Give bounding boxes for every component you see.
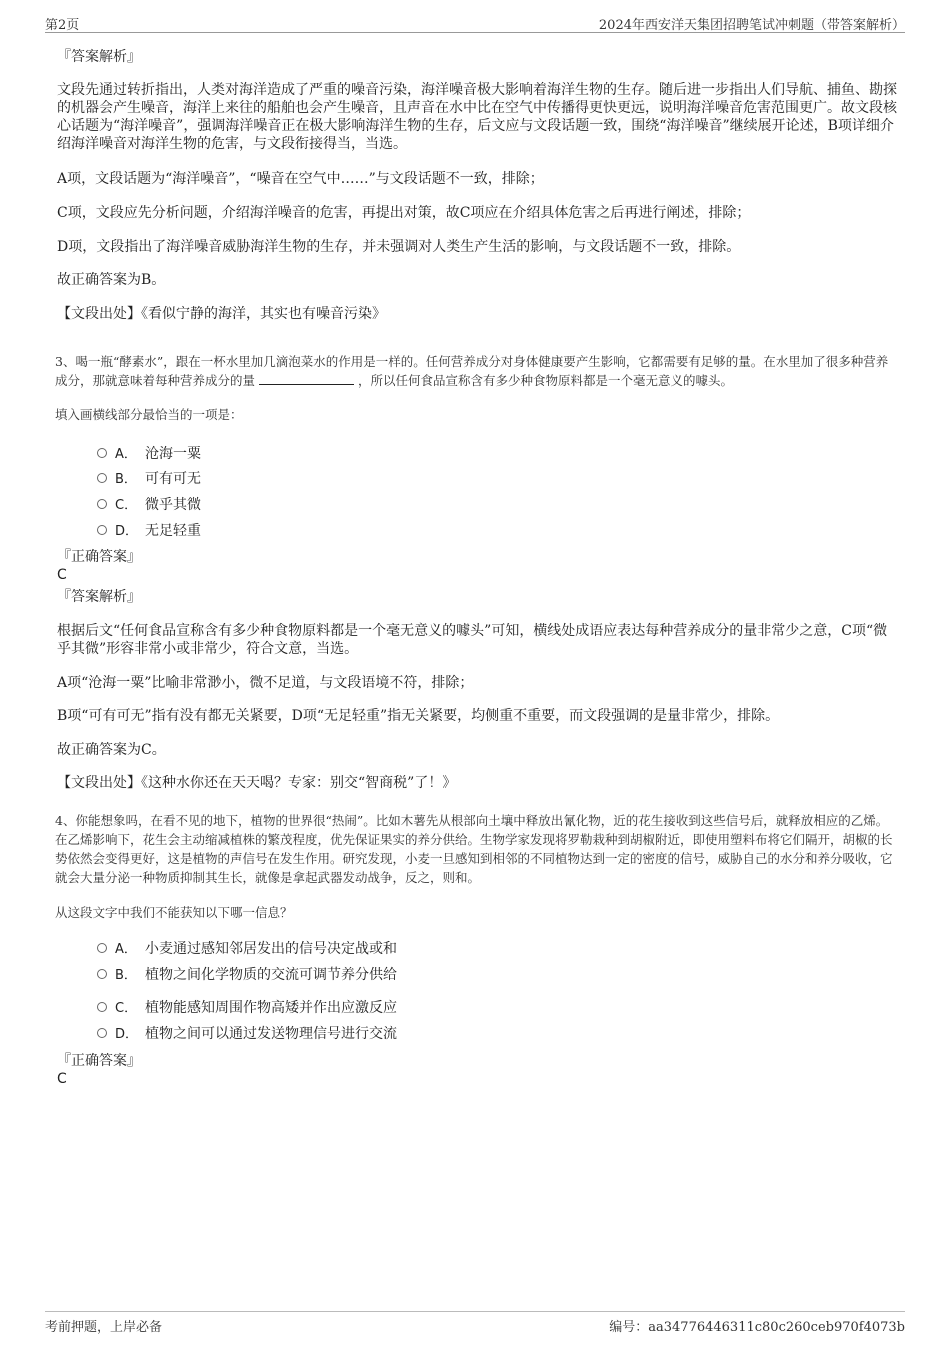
q3-conclusion: 故正确答案为C。 — [57, 742, 166, 758]
q4-correct-label: 『正确答案』 — [57, 1053, 141, 1069]
q4-option-d[interactable]: D． 植物之间可以通过发送物理信号进行交流 — [97, 1023, 397, 1043]
radio-icon[interactable] — [97, 969, 107, 979]
q3-option-d[interactable]: D． 无足轻重 — [97, 520, 201, 540]
q3-blank — [259, 372, 354, 385]
radio-icon[interactable] — [97, 448, 107, 458]
q3-source: 【文段出处】《这种水你还在天天喝？专家：别交“智商税”了！》 — [57, 775, 457, 791]
q4-option-b[interactable]: B． 植物之间化学物质的交流可调节养分供给 — [97, 964, 397, 984]
q3-analysis: 根据后文“任何食品宣称含有多少种食物原料都是一个毫无意义的噱头”可知，横线处成语应表达每种营养成分的量非常少之意，C项“微乎其微”形容非常小或非常少，符合文意，当选。 — [57, 623, 888, 657]
q3-line-a: A项“沧海一粟”比喻非常渺小，微不足道，与文段语境不符，排除； — [57, 675, 474, 691]
q2-analysis: 文段先通过转折指出，人类对海洋造成了严重的噪音污染，海洋噪音极大影响着海洋生物的生存。随后进一步指出人们导航、捕鱼、勘探的机器会产生噪音，海洋上来往的船舶也会产生噪音，且声音在水中比在空气中传播得更快更远，说明海洋噪音危害范围更广。故文段核心话题为“海洋噪音”，强调海洋噪音正在极大影响海洋生物的生存，后文应与文段话题一致，围绕“海洋噪音”继续展开论述，B项详细介绍海洋噪音对海洋生物的危害，与文段衔接得当，当选。 — [57, 82, 897, 152]
q2-analysis-label: 『答案解析』 — [57, 49, 141, 65]
q3-option-c[interactable]: C． 微乎其微 — [97, 494, 201, 514]
q2-line-c: C项，文段应先分析问题，介绍海洋噪音的危害，再提出对策，故C项应在介绍具体危害之后再进行阐述，排除； — [57, 205, 751, 221]
q2-source: 【文段出处】《看似宁静的海洋，其实也有噪音污染》 — [57, 306, 386, 322]
q4-prompt: 从这段文字中我们不能获知以下哪一信息？ — [55, 905, 293, 920]
q3-correct-answer: C — [57, 567, 67, 583]
q2-line-d: D项，文段指出了海洋噪音威胁海洋生物的生存，并未强调对人类生产生活的影响，与文段话题不一致，排除。 — [57, 239, 741, 255]
q3-correct-label: 『正确答案』 — [57, 549, 141, 565]
document-code: 编号：aa34776446311c80c260ceb970f4073b — [609, 1320, 905, 1335]
page-footer — [45, 1311, 905, 1338]
radio-icon[interactable] — [97, 499, 107, 509]
q3-analysis-label: 『答案解析』 — [57, 589, 141, 605]
q4-option-c[interactable]: C． 植物能感知周围作物高矮并作出应激反应 — [97, 997, 397, 1017]
q3-prompt: 填入画横线部分最恰当的一项是： — [55, 407, 243, 422]
q4-correct-answer: C — [57, 1071, 67, 1087]
q4-stem: 4、你能想象吗，在看不见的地下，植物的世界很“热闹”。比如木薯先从根部向土壤中释放出氰化物，近的花生接收到这些信号后，就释放相应的乙烯。在乙烯影响下，花生会主动缩减植株的繁茂程度，优先保证果实的养分供给。生物学家发现将罗勒栽种到胡椒附近，即使用塑料布将它们隔开，胡椒的长势依然会变得更好，这是植物的声信号在发生作用。研究发现，小麦一旦感知到相邻的不同植物达到一定的密度的信号，威胁自己的水分和养分吸收，它就会大量分泌一种物质抑制其生长，就像是拿起武器发动战争，反之，则和。 — [55, 813, 893, 885]
q3-stem-part1: 3、喝一瓶“酵素水”，跟在一杯水里加几滴泡菜水的作用是一样的。任何营养成分对身体健康要产生影响，它都需要有足够的量。在水里加了很多种营养成分，那就意味着每种营养成分的量 — [55, 354, 889, 388]
q3-stem-part2: ，所以任何食品宣称含有多少种食物原料都是一个毫无意义的噱头。 — [357, 373, 733, 388]
radio-icon[interactable] — [97, 525, 107, 535]
q3-line-bd: B项“可有可无”指有没有都无关紧要，D项“无足轻重”指无关紧要，均侧重不重要，而文段强调的是量非常少，排除。 — [57, 708, 780, 724]
footer-slogan: 考前押题，上岸必备 — [45, 1320, 163, 1335]
q2-line-a: A项，文段话题为“海洋噪音”，“噪音在空气中……”与文段话题不一致，排除； — [57, 171, 544, 187]
q3-option-a[interactable]: A． 沧海一粟 — [97, 443, 201, 463]
radio-icon[interactable] — [97, 1028, 107, 1038]
page-number: 第2页 — [45, 18, 80, 33]
q2-conclusion: 故正确答案为B。 — [57, 272, 166, 288]
radio-icon[interactable] — [97, 1002, 107, 1012]
document-title: 2024年西安洋天集团招聘笔试冲刺题（带答案解析） — [598, 18, 905, 33]
radio-icon[interactable] — [97, 473, 107, 483]
page-header — [45, 12, 905, 33]
q3-option-b[interactable]: B． 可有可无 — [97, 468, 201, 488]
q3-stem — [55, 352, 900, 390]
radio-icon[interactable] — [97, 943, 107, 953]
q4-option-a[interactable]: A． 小麦通过感知邻居发出的信号决定战或和 — [97, 938, 397, 958]
